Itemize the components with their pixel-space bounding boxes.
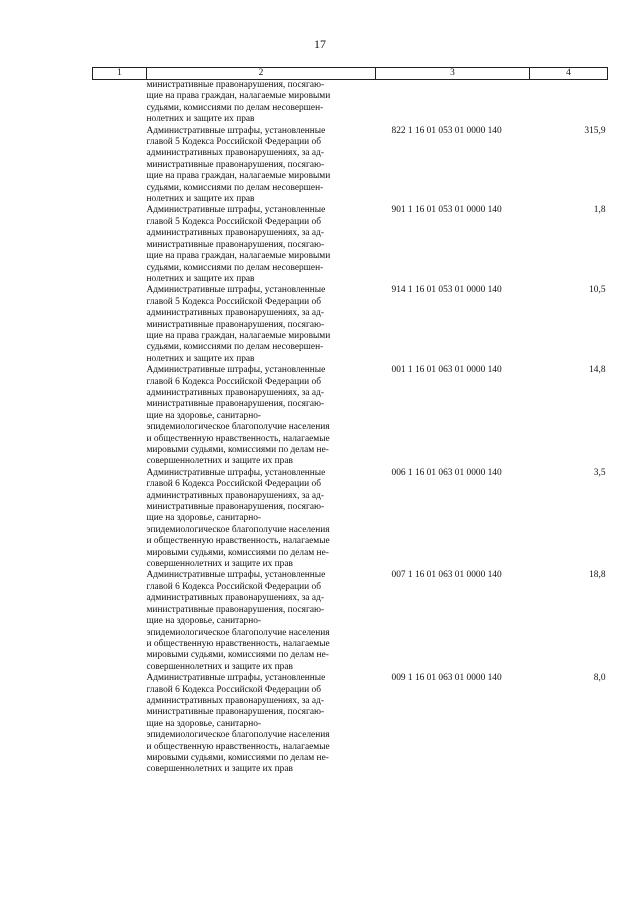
- budget-code-cell: 006 1 16 01 063 01 0000 140: [391, 467, 502, 478]
- column-header-4: 4: [530, 68, 608, 80]
- table-row: [93, 205, 608, 285]
- budget-code-cell: 007 1 16 01 063 01 0000 140: [391, 570, 502, 581]
- column-header-1: 1: [93, 68, 147, 80]
- description-cell: Административные штрафы, установленные главой 5 Кодекса Российской Федерации об административных правонарушениях, за ад- министративные правонарушения, посягаю- щие на права граждан, налагаемые мировыми судьями, комиссиями по делам несовершен- нолетних и защите их прав: [146, 285, 331, 364]
- amount-cell: 18,8: [589, 570, 606, 581]
- table-row: [93, 673, 608, 776]
- row-number-cell: [93, 673, 147, 776]
- amount-cell: 3,5: [593, 467, 606, 478]
- amount-cell: 8,0: [593, 673, 606, 684]
- row-number-cell: [93, 285, 147, 365]
- description-cell: министративные правонарушения, посягаю- щие на права граждан, налагаемые мировыми судьями, комиссиями по делам несовершен- нолетних и защите их прав: [146, 80, 331, 125]
- budget-revenue-table: [92, 67, 608, 776]
- row-number-cell: [93, 126, 147, 206]
- table-body: [93, 80, 608, 776]
- amount-cell: [530, 80, 608, 126]
- budget-code-cell: 822 1 16 01 053 01 0000 140: [391, 125, 502, 136]
- description-cell: Административные штрафы, установленные главой 6 Кодекса Российской Федерации об административных правонарушениях, за ад- министративные правонарушения, посягаю- щие на здоровье, санитарно- эпидемиологическое благополучие населения и общественную нравственность, налагаемые мировыми судьями, комиссиями по делам не- совершеннолетних и защите их прав: [146, 673, 330, 775]
- amount-cell: 10,5: [589, 285, 606, 296]
- budget-code-cell: 914 1 16 01 053 01 0000 140: [391, 285, 502, 296]
- table-row: [93, 468, 608, 571]
- amount-cell: 1,8: [593, 205, 606, 216]
- row-number-cell: [93, 365, 147, 468]
- budget-code-cell: 001 1 16 01 063 01 0000 140: [391, 365, 502, 376]
- row-number-cell: [93, 468, 147, 571]
- budget-code-cell: [376, 80, 530, 126]
- table-row: [93, 365, 608, 468]
- amount-cell: 315,9: [584, 125, 606, 136]
- column-header-2: 2: [147, 68, 376, 80]
- row-number-cell: [93, 570, 147, 673]
- page-number: 17: [314, 37, 326, 51]
- column-header-3: 3: [376, 68, 530, 80]
- row-number-cell: [93, 205, 147, 285]
- description-cell: Административные штрафы, установленные главой 5 Кодекса Российской Федерации об административных правонарушениях, за ад- министративные правонарушения, посягаю- щие на права граждан, налагаемые мировыми судьями, комиссиями по делам несовершен- нолетних и защите их прав: [146, 125, 331, 205]
- table-row: [93, 80, 608, 126]
- description-cell: Административные штрафы, установленные главой 6 Кодекса Российской Федерации об административных правонарушениях, за ад- министративные правонарушения, посягаю- щие на здоровье, санитарно- эпидемиологическое благополучие населения и общественную нравственность, налагаемые мировыми судьями, комиссиями по делам не- совершеннолетних и защите их прав: [146, 570, 330, 672]
- table-header-row: [93, 68, 608, 80]
- table-row: [93, 285, 608, 365]
- budget-code-cell: 901 1 16 01 053 01 0000 140: [391, 205, 502, 216]
- amount-cell: 14,8: [589, 365, 606, 376]
- description-cell: Административные штрафы, установленные главой 6 Кодекса Российской Федерации об административных правонарушениях, за ад- министративные правонарушения, посягаю- щие на здоровье, санитарно- эпидемиологическое благополучие населения и общественную нравственность, налагаемые мировыми судьями, комиссиями по делам не- совершеннолетних и защите их прав: [146, 365, 330, 467]
- description-cell: Административные штрафы, установленные главой 5 Кодекса Российской Федерации об административных правонарушениях, за ад- министративные правонарушения, посягаю- щие на права граждан, налагаемые мировыми судьями, комиссиями по делам несовершен- нолетних и защите их прав: [146, 205, 331, 284]
- table-row: [93, 570, 608, 673]
- budget-code-cell: 009 1 16 01 063 01 0000 140: [391, 673, 502, 684]
- row-number-cell: [93, 80, 147, 126]
- table-row: [93, 126, 608, 206]
- description-cell: Административные штрафы, установленные главой 6 Кодекса Российской Федерации об административных правонарушениях, за ад- министративные правонарушения, посягаю- щие на здоровье, санитарно- эпидемиологическое благополучие населения и общественную нравственность, налагаемые мировыми судьями, комиссиями по делам не- совершеннолетних и защите их прав: [146, 467, 330, 570]
